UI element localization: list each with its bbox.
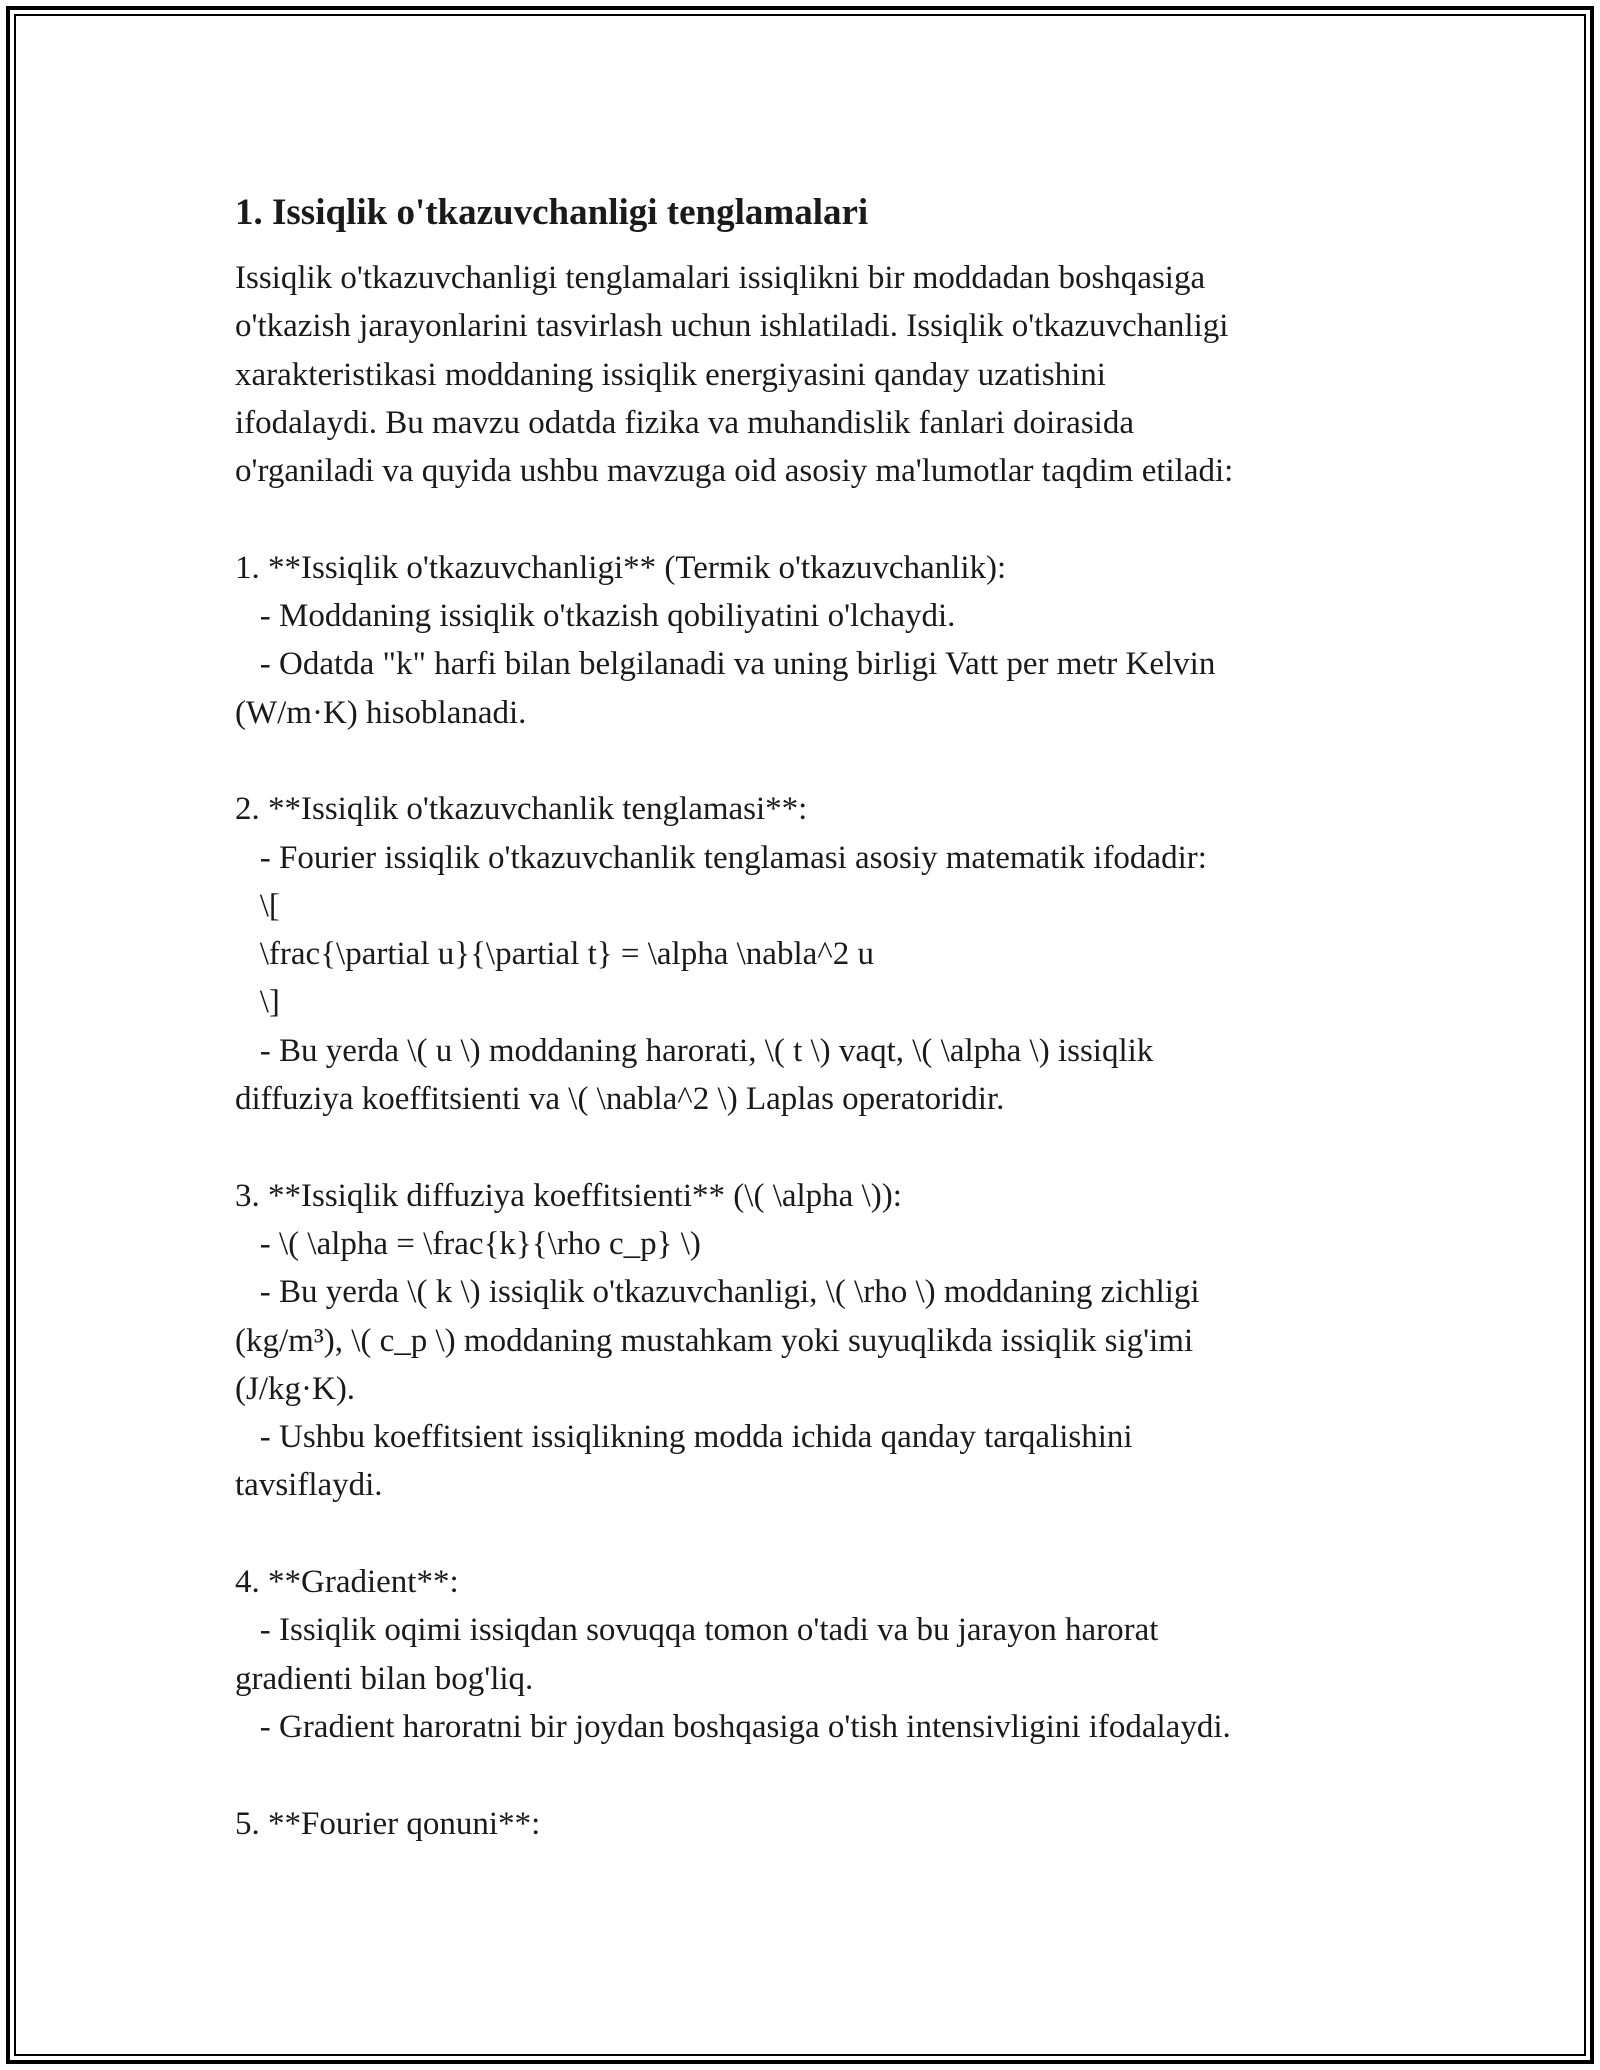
text-line: (W/m·K) hisoblanadi. bbox=[235, 694, 527, 731]
text-line: o'tkazish jarayonlarini tasvirlash uchun ishlatiladi. Issiqlik o'tkazuvchanligi bbox=[235, 308, 1229, 345]
text-line: xarakteristikasi moddaning issiqlik energiyasini qanday uzatishini bbox=[235, 356, 1106, 393]
section-heading: 1. Issiqlik o'tkazuvchanligi tenglamalari bbox=[235, 192, 869, 233]
document-body bbox=[235, 186, 1375, 1848]
text-line: \frac{\partial u}{\partial t} = \alpha \nabla^2 u bbox=[235, 936, 874, 973]
text-line: - \( \alpha = \frac{k}{\rho c_p} \) bbox=[235, 1225, 701, 1262]
text-line: 1. **Issiqlik o'tkazuvchanligi** (Termik o'tkazuvchanlik): bbox=[235, 549, 1007, 586]
text-line: 2. **Issiqlik o'tkazuvchanlik tenglamasi**: bbox=[235, 791, 808, 828]
text-line: - Bu yerda \( k \) issiqlik o'tkazuvchanligi, \( \rho \) moddaning zichligi bbox=[235, 1274, 1200, 1311]
text-line: 5. **Fourier qonuni**: bbox=[235, 1805, 541, 1842]
text-line: Issiqlik o'tkazuvchanligi tenglamalari issiqlikni bir moddadan boshqasiga bbox=[235, 260, 1206, 296]
text-lines bbox=[235, 254, 1375, 1848]
blank-line bbox=[235, 737, 1375, 785]
text-line: 4. **Gradient**: bbox=[235, 1564, 459, 1601]
text-line: \[ bbox=[235, 887, 280, 924]
text-line: - Moddaning issiqlik o'tkazish qobiliyatini o'lchaydi. bbox=[235, 598, 956, 635]
text-line: (kg/m³), \( c_p \) moddaning mustahkam yoki suyuqlikda issiqlik sig'imi bbox=[235, 1322, 1194, 1359]
text-line: ifodalaydi. Bu mavzu odatda fizika va muhandislik fanlari doirasida bbox=[235, 404, 1134, 441]
blank-line bbox=[235, 1510, 1375, 1558]
text-line: gradienti bilan bog'liq. bbox=[235, 1660, 534, 1697]
text-line: o'rganiladi va quyida ushbu mavzuga oid asosiy ma'lumotlar taqdim etiladi: bbox=[235, 453, 1234, 490]
text-line: \] bbox=[235, 984, 280, 1021]
text-line: - Fourier issiqlik o'tkazuvchanlik tenglamasi asosiy matematik ifodadir: bbox=[235, 839, 1207, 876]
text-line: 3. **Issiqlik diffuziya koeffitsienti** (\( \alpha \)): bbox=[235, 1177, 902, 1214]
text-line: - Issiqlik oqimi issiqdan sovuqqa tomon o'tadi va bu jarayon harorat bbox=[235, 1612, 1159, 1649]
text-line: diffuziya koeffitsienti va \( \nabla^2 \) Laplas operatoridir. bbox=[235, 1081, 1005, 1118]
text-line: - Odatda "k" harfi bilan belgilanadi va uning birligi Vatt per metr Kelvin bbox=[235, 646, 1216, 683]
text-line: (J/kg·K). bbox=[235, 1370, 356, 1407]
text-line: - Gradient haroratni bir joydan boshqasiga o'tish intensivligini ifodalaydi. bbox=[235, 1708, 1231, 1745]
blank-line bbox=[235, 1751, 1375, 1799]
text-line: - Bu yerda \( u \) moddaning harorati, \( t \) vaqt, \( \alpha \) issiqlik bbox=[235, 1032, 1154, 1069]
blank-line bbox=[235, 495, 1375, 543]
text-line: - Ushbu koeffitsient issiqlikning modda ichida qanday tarqalishini bbox=[235, 1419, 1133, 1456]
blank-line bbox=[235, 1123, 1375, 1171]
text-line: tavsiflaydi. bbox=[235, 1467, 383, 1504]
